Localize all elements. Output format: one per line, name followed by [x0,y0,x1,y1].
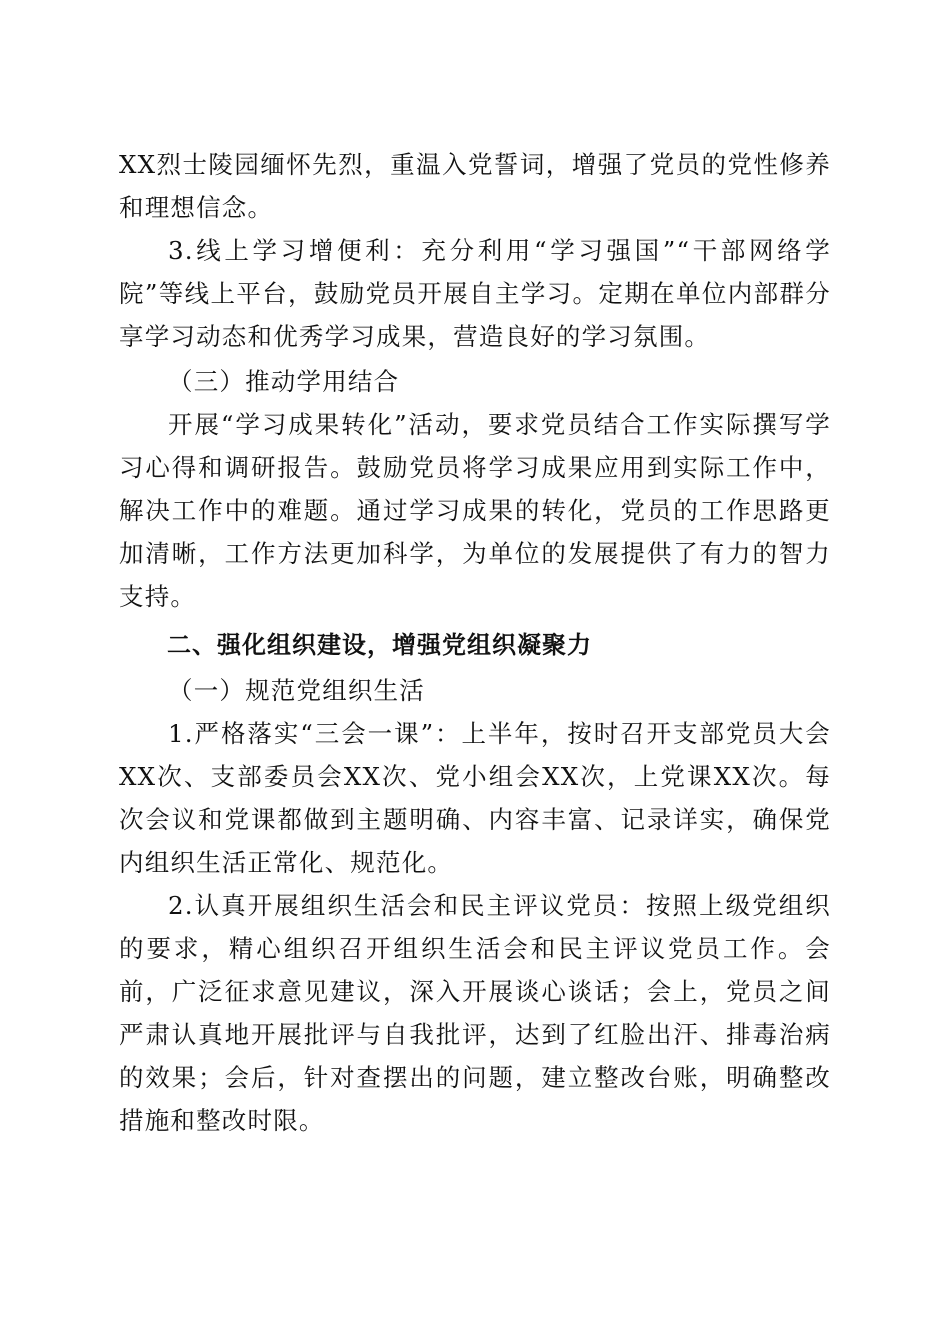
paragraph-learning-outcome-conversion: 开展“学习成果转化”活动，要求党员结合工作实际撰写学习心得和调研报告。鼓励党员将学习成果应用到实际工作中，解决工作中的难题。通过学习成果的转化，党员的工作思路更加清晰，工作方法更加科学，为单位的发展提供了有力的智力支持。 [119,410,831,611]
paragraph-online-learning: 3.线上学习增便利：充分利用“学习强国”“干部网络学院”等线上平台，鼓励党员开展自主学习。定期在单位内部群分享学习动态和优秀学习成果，营造良好的学习氛围。 [119,236,831,351]
subheading-standardize-party-life: （一）规范党组织生活 [168,676,425,705]
subheading-promote-learning-application: （三）推动学用结合 [168,367,400,396]
document-body [119,143,831,1142]
paragraph-three-meetings-one-lesson: 1.严格落实“三会一课”：上半年，按时召开支部党员大会XX次、支部委员会XX次、党小组会XX次，上党课XX次。每次会议和党课都做到主题明确、内容丰富、记录详实，确保党内组织生活正常化、规范化。 [119,719,831,877]
paragraph-continuation: XX烈士陵园缅怀先烈，重温入党誓词，增强了党员的党性修养和理想信念。 [119,150,831,222]
section-heading-organization-building: 二、强化组织建设，增强党组织凝聚力 [167,631,592,659]
paragraph-organizational-life-meeting: 2.认真开展组织生活会和民主评议党员：按照上级党组织的要求，精心组织召开组织生活会和民主评议党员工作。会前，广泛征求意见建议，深入开展谈心谈话；会上，党员之间严肃认真地开展批评与自我批评，达到了红脸出汗、排毒治病的效果；会后，针对查摆出的问题，建立整改台账，明确整改措施和整改时限。 [119,891,831,1135]
